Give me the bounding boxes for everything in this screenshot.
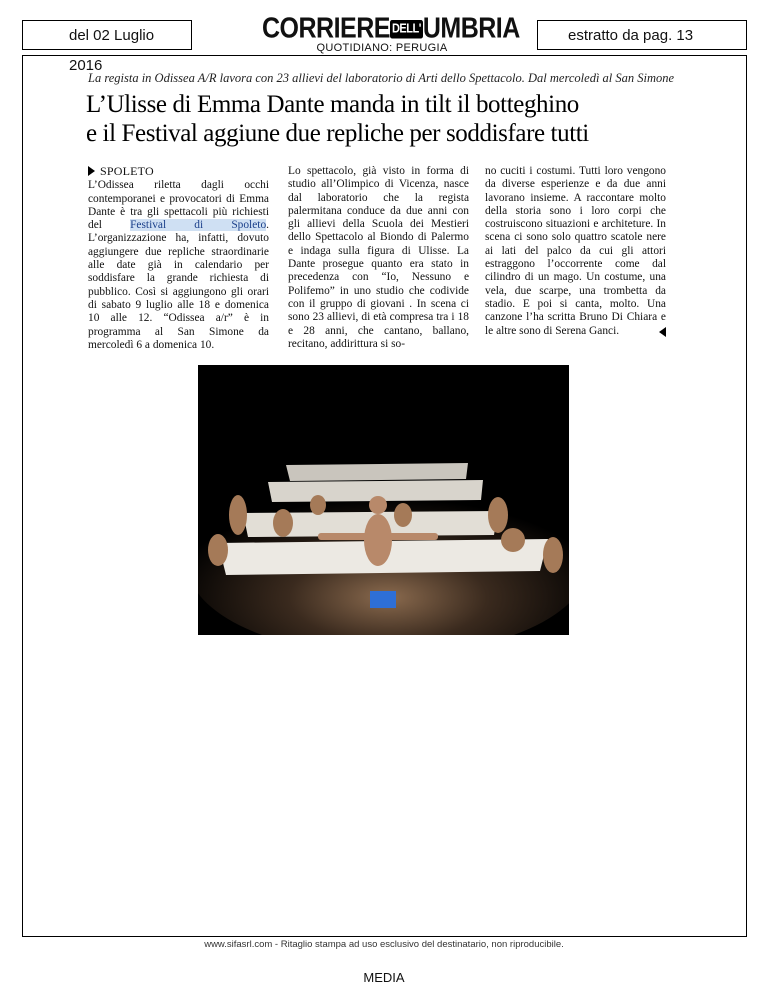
headline-line-1: L’Ulisse di Emma Dante manda in tilt il botteghino <box>86 91 579 118</box>
festival-link[interactable]: Festival di Spoleto <box>130 219 267 232</box>
footer-note: www.sifasrl.com - Ritaglio stampa ad uso esclusivo del destinatario, non riproducibile. <box>204 939 564 950</box>
masthead <box>262 12 520 54</box>
dateline <box>88 165 269 179</box>
newspaper-logo <box>262 12 520 45</box>
stage-photo-illustration <box>198 365 569 635</box>
masthead-subtitle: QUOTIDIANO: PERUGIA <box>316 42 448 54</box>
dateline-text: SPOLETO <box>100 164 154 178</box>
triangle-left-icon <box>659 327 666 337</box>
column-1-text-end: . L’organizzazione ha, infatti, dovuto aggiungere due repliche straordinarie alle date già in calendario per soddisfare la grande richiesta di pubblico. Così si aggiungono gli orari di sabato 9 luglio alle 18 e domenica 10 alle 12. “Odissea a/r” è in programma al San Simone da mercoledì 6 a domenica 10. <box>88 219 269 351</box>
logo-middle: DELL' <box>390 20 423 38</box>
article-column-2: Lo spettacolo, già visto in forma di studio all’Olimpico di Vicenza, nasce dal laboratorio che la regista palermitana conduce da due anni con gli allievi della Scuola dei Mestieri dello Spettacolo al Biondo di Palermo e indaga sulla figura di Ulisse. La Dante prosegue quanto era stato in precedenza con “Io, Nessuno e Polifemo” in uno studio che codivide con il gruppo di giovani . In scena ci sono 23 allievi, di età compresa tra i 18 e 28 anni, che cantano, ballano, recitano, addirittura si so- <box>288 165 469 350</box>
footer-media-label: MEDIA <box>363 970 405 985</box>
article-headline <box>86 90 686 148</box>
page-box <box>537 20 747 50</box>
stage-photo <box>198 365 569 635</box>
article-kicker: La regista in Odissea A/R lavora con 23 allievi del laboratorio di Arti dello Spettacolo. Dal mercoledì al San Simone <box>88 71 675 85</box>
article-column-3 <box>485 165 666 338</box>
article-column-1 <box>88 165 269 352</box>
page-reference: estratto da pag. 13 <box>568 27 694 44</box>
column-3-text: no cuciti i costumi. Tutti loro vengono da diverse esperienze e da due anni lavorano insieme. A raccontare molto della storia sono i loro corpi che costruiscono situazioni e architeture. In scena ci sono solo quattro scatole nere ai lati del palco da cui gli attori estraggono l’occorrente come dal cilindro di un mago. Un costume, una vela, due scarpe, una trombetta da stadio. E poi si canta, molto. Una canzone l’ha scritta Bruno Di Chiara e le altre sono di Serena Ganci. <box>485 165 666 337</box>
triangle-right-icon <box>88 166 95 176</box>
headline-line-2: e il Festival aggiune due repliche per soddisfare tutti <box>86 120 589 147</box>
logo-left: CORRIERE <box>262 12 390 45</box>
column-1-text-start: L’Odissea riletta dagli occhi contemporanei e provocatori di Emma Dante è tra gli spettacoli più richiesti del <box>88 179 269 232</box>
date-box <box>22 20 192 74</box>
logo-right: UMBRIA <box>422 12 520 45</box>
issue-date: del 02 Luglio 2016 <box>69 27 155 74</box>
